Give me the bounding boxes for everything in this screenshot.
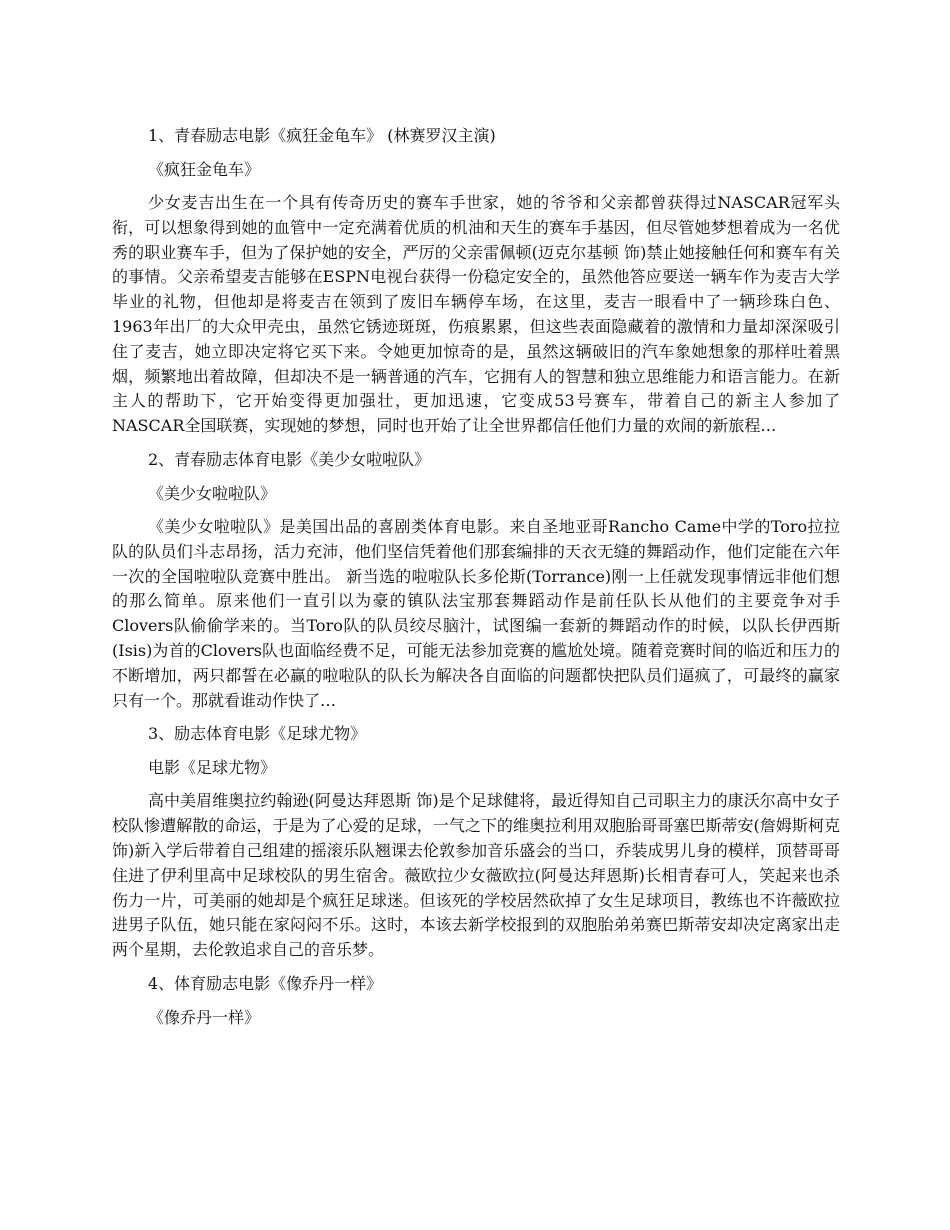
document-page — [112, 123, 840, 1039]
section-2-heading: 2、青春励志体育电影《美少女啦啦队》 — [148, 449, 431, 469]
section-3-body: 高中美眉维奥拉约翰逊(阿曼达拜恩斯 饰)是个足球健将，最近得知自己司职主力的康沃尔高中女子校队惨遭解散的命运，于是为了心爱的足球，一气之下的维奥拉利用双胞胎哥哥塞巴斯蒂安(詹姆斯柯克 饰)新入学后带着自己组建的摇滚乐队翘课去伦敦参加音乐盛会的当口，乔装成男儿身的模样，顶替哥哥住进了伊利里高中足球校队的男生宿舍。薇欧拉少女薇欧拉(阿曼达拜恩斯)长相青春可人，笑起来也杀伤力一片，可美丽的她却是个疯狂足球迷。但该死的学校居然砍掉了女生足球项目，教练也不许薇欧拉进男子队伍，她只能在家闷闷不乐。这时，本该去新学校报到的双胞胎弟弟赛巴斯蒂安却决定离家出走两个星期，去伦敦追求自己的音乐梦。 — [112, 791, 840, 960]
section-4-subtitle: 《像乔丹一样》 — [148, 1007, 261, 1027]
section-3-heading: 3、励志体育电影《足球尤物》 — [148, 724, 367, 744]
section-1-heading: 1、青春励志电影《疯狂金龟车》 (林赛罗汉主演) — [148, 126, 496, 145]
section-4-heading: 4、体育励志电影《像乔丹一样》 — [148, 973, 383, 993]
section-2-subtitle: 《美少女啦啦队》 — [148, 483, 277, 503]
section-1-body: 少女麦吉出生在一个具有传奇历史的赛车手世家，她的爷爷和父亲都曾获得过NASCAR冠军头衔，可以想象得到她的血管中一定充满着优质的机油和天生的赛车手基因，但尽管她梦想着成为一名优秀的职业赛车手，但为了保护她的安全，严厉的父亲雷佩顿(迈克尔基顿 饰)禁止她接触任何和赛车有关的事情。父亲希望麦吉能够在ESPN电视台获得一份稳定安全的，虽然他答应要送一辆车作为麦吉大学毕业的礼物，但他却是将麦吉在领到了废旧车辆停车场，在这里，麦吉一眼看中了一辆珍珠白色、1963年出厂的大众甲壳虫，虽然它锈迹斑斑，伤痕累累，但这些表面隐藏着的激情和力量却深深吸引住了麦吉，她立即决定将它买下来。令她更加惊奇的是，虽然这辆破旧的汽车象她想象的那样吐着黑烟，频繁地出着故障，但却决不是一辆普通的汽车，它拥有人的智慧和独立思维能力和语言能力。在新主人的帮助下，它开始变得更加强壮，更加迅速，它变成53号赛车，带着自己的新主人参加了NASCAR全国联赛，实现她的梦想，同时也开始了让全世界都信任他们力量的欢闹的新旅程… — [112, 193, 840, 436]
section-1-subtitle: 《疯狂金龟车》 — [148, 160, 261, 179]
section-2-body: 《美少女啦啦队》是美国出品的喜剧类体育电影。来自圣地亚哥Rancho Came中学的Toro拉拉队的队员们斗志昂扬，活力充沛，他们坚信凭着他们那套编排的天衣无缝的舞蹈动作，他们定能在六年一次的全国啦啦队竞赛中胜出。 新当选的啦啦队长多伦斯(Torrance)刚一上任就发现事情远非他们想的那么简单。原来他们一直引以为豪的镇队法宝那套舞蹈动作是前任队长从他们的主要竞争对手Clovers队偷偷学来的。当Toro队的队员绞尽脑汁，试图编一套新的舞蹈动作的时候，以队长伊西斯(Isis)为首的Clovers队也面临经费不足，可能无法参加竞赛的尴尬处境。随着竞赛时间的临近和压力的不断增加，两只都誓在必赢的啦啦队的队长为解决各自面临的问题都快把队员们逼疯了，可最终的赢家只有一个。那就看谁动作快了… — [112, 516, 840, 710]
section-3-subtitle: 电影《足球尤物》 — [148, 758, 277, 778]
